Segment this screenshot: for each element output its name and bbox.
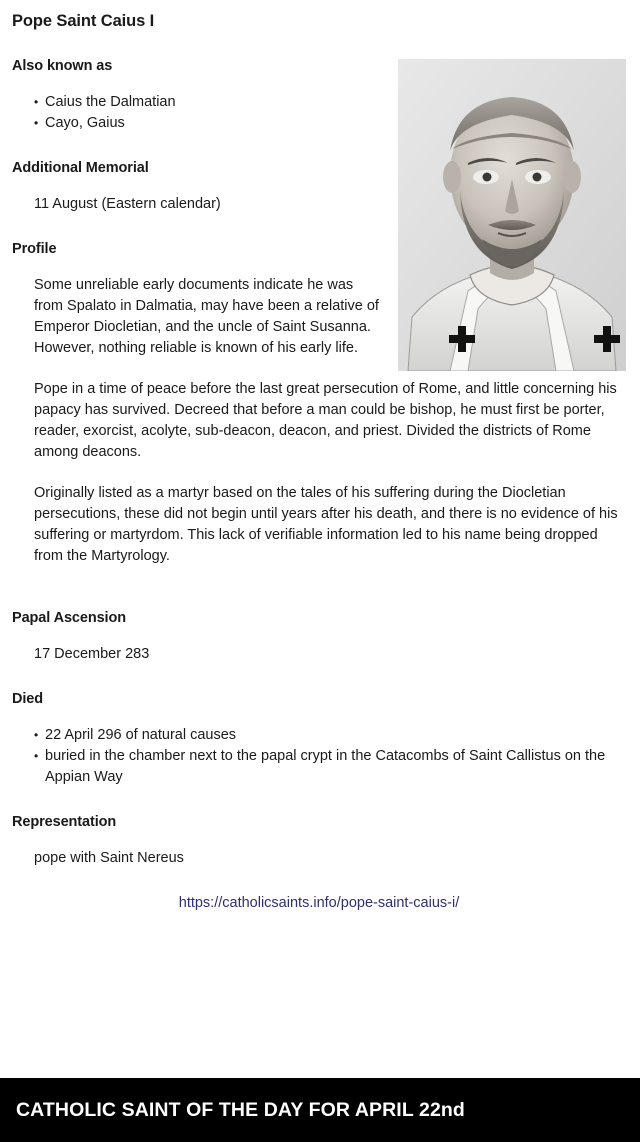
profile-paragraph: Pope in a time of peace before the last great persecution of Rome, and little concerning his papacy has survived. Decreed that before a man could be bishop, he must first be porter, reader, exorcist, acolyte, sub-deacon, deacon, and priest. Divided the districts of Rome among deacons. — [34, 381, 617, 460]
heading-profile: Profile — [12, 241, 57, 257]
profile-paragraph: Originally listed as a martyr based on the tales of his suffering during the Diocletian persecutions, these did not begin until years after his death, and there is no evidence of his suffering or martyrdom. This lack of verifiable information led to his name being dropped from the Martyrology. — [34, 485, 618, 564]
spacer — [12, 635, 626, 644]
list-item: • buried in the chamber next to the papal crypt in the Catacombs of Saint Callistus on the Appian Way — [34, 746, 626, 788]
heading-also-known-as: Also known as — [12, 58, 113, 74]
heading-additional-memorial: Additional Memorial — [12, 160, 149, 176]
page-title: Pope Saint Caius I — [12, 12, 155, 30]
profile-paragraph: Some unreliable early documents indicate he was from Spalato in Dalmatia, may have been a relative of Emperor Diocletian, and the uncle of Saint Susanna. However, nothing reliable is known of his early life. — [34, 277, 379, 356]
died-list — [34, 725, 626, 788]
representation-text: pope with Saint Nereus — [34, 850, 184, 866]
spacer — [12, 839, 626, 848]
list-item: • Caius the Dalmatian — [34, 92, 626, 113]
banner-text: CATHOLIC SAINT OF THE DAY FOR APRIL 22nd — [16, 1098, 465, 1121]
source-url-link[interactable]: https://catholicsaints.info/pope-saint-caius-i/ — [178, 895, 460, 911]
heading-papal-ascension: Papal Ascension — [12, 610, 127, 626]
spacer — [12, 665, 626, 690]
list-item: • Cayo, Gaius — [34, 113, 626, 134]
bottom-banner — [0, 1078, 640, 1142]
papal-ascension-text: 17 December 283 — [34, 646, 150, 662]
spacer — [12, 716, 626, 725]
spacer — [12, 788, 626, 813]
spacer — [12, 587, 626, 609]
additional-memorial-text: 11 August (Eastern calendar) — [34, 196, 221, 212]
also-known-as-list — [34, 92, 626, 134]
list-item: • 22 April 296 of natural causes — [34, 725, 626, 746]
heading-representation: Representation — [12, 814, 117, 830]
heading-died: Died — [12, 691, 44, 707]
